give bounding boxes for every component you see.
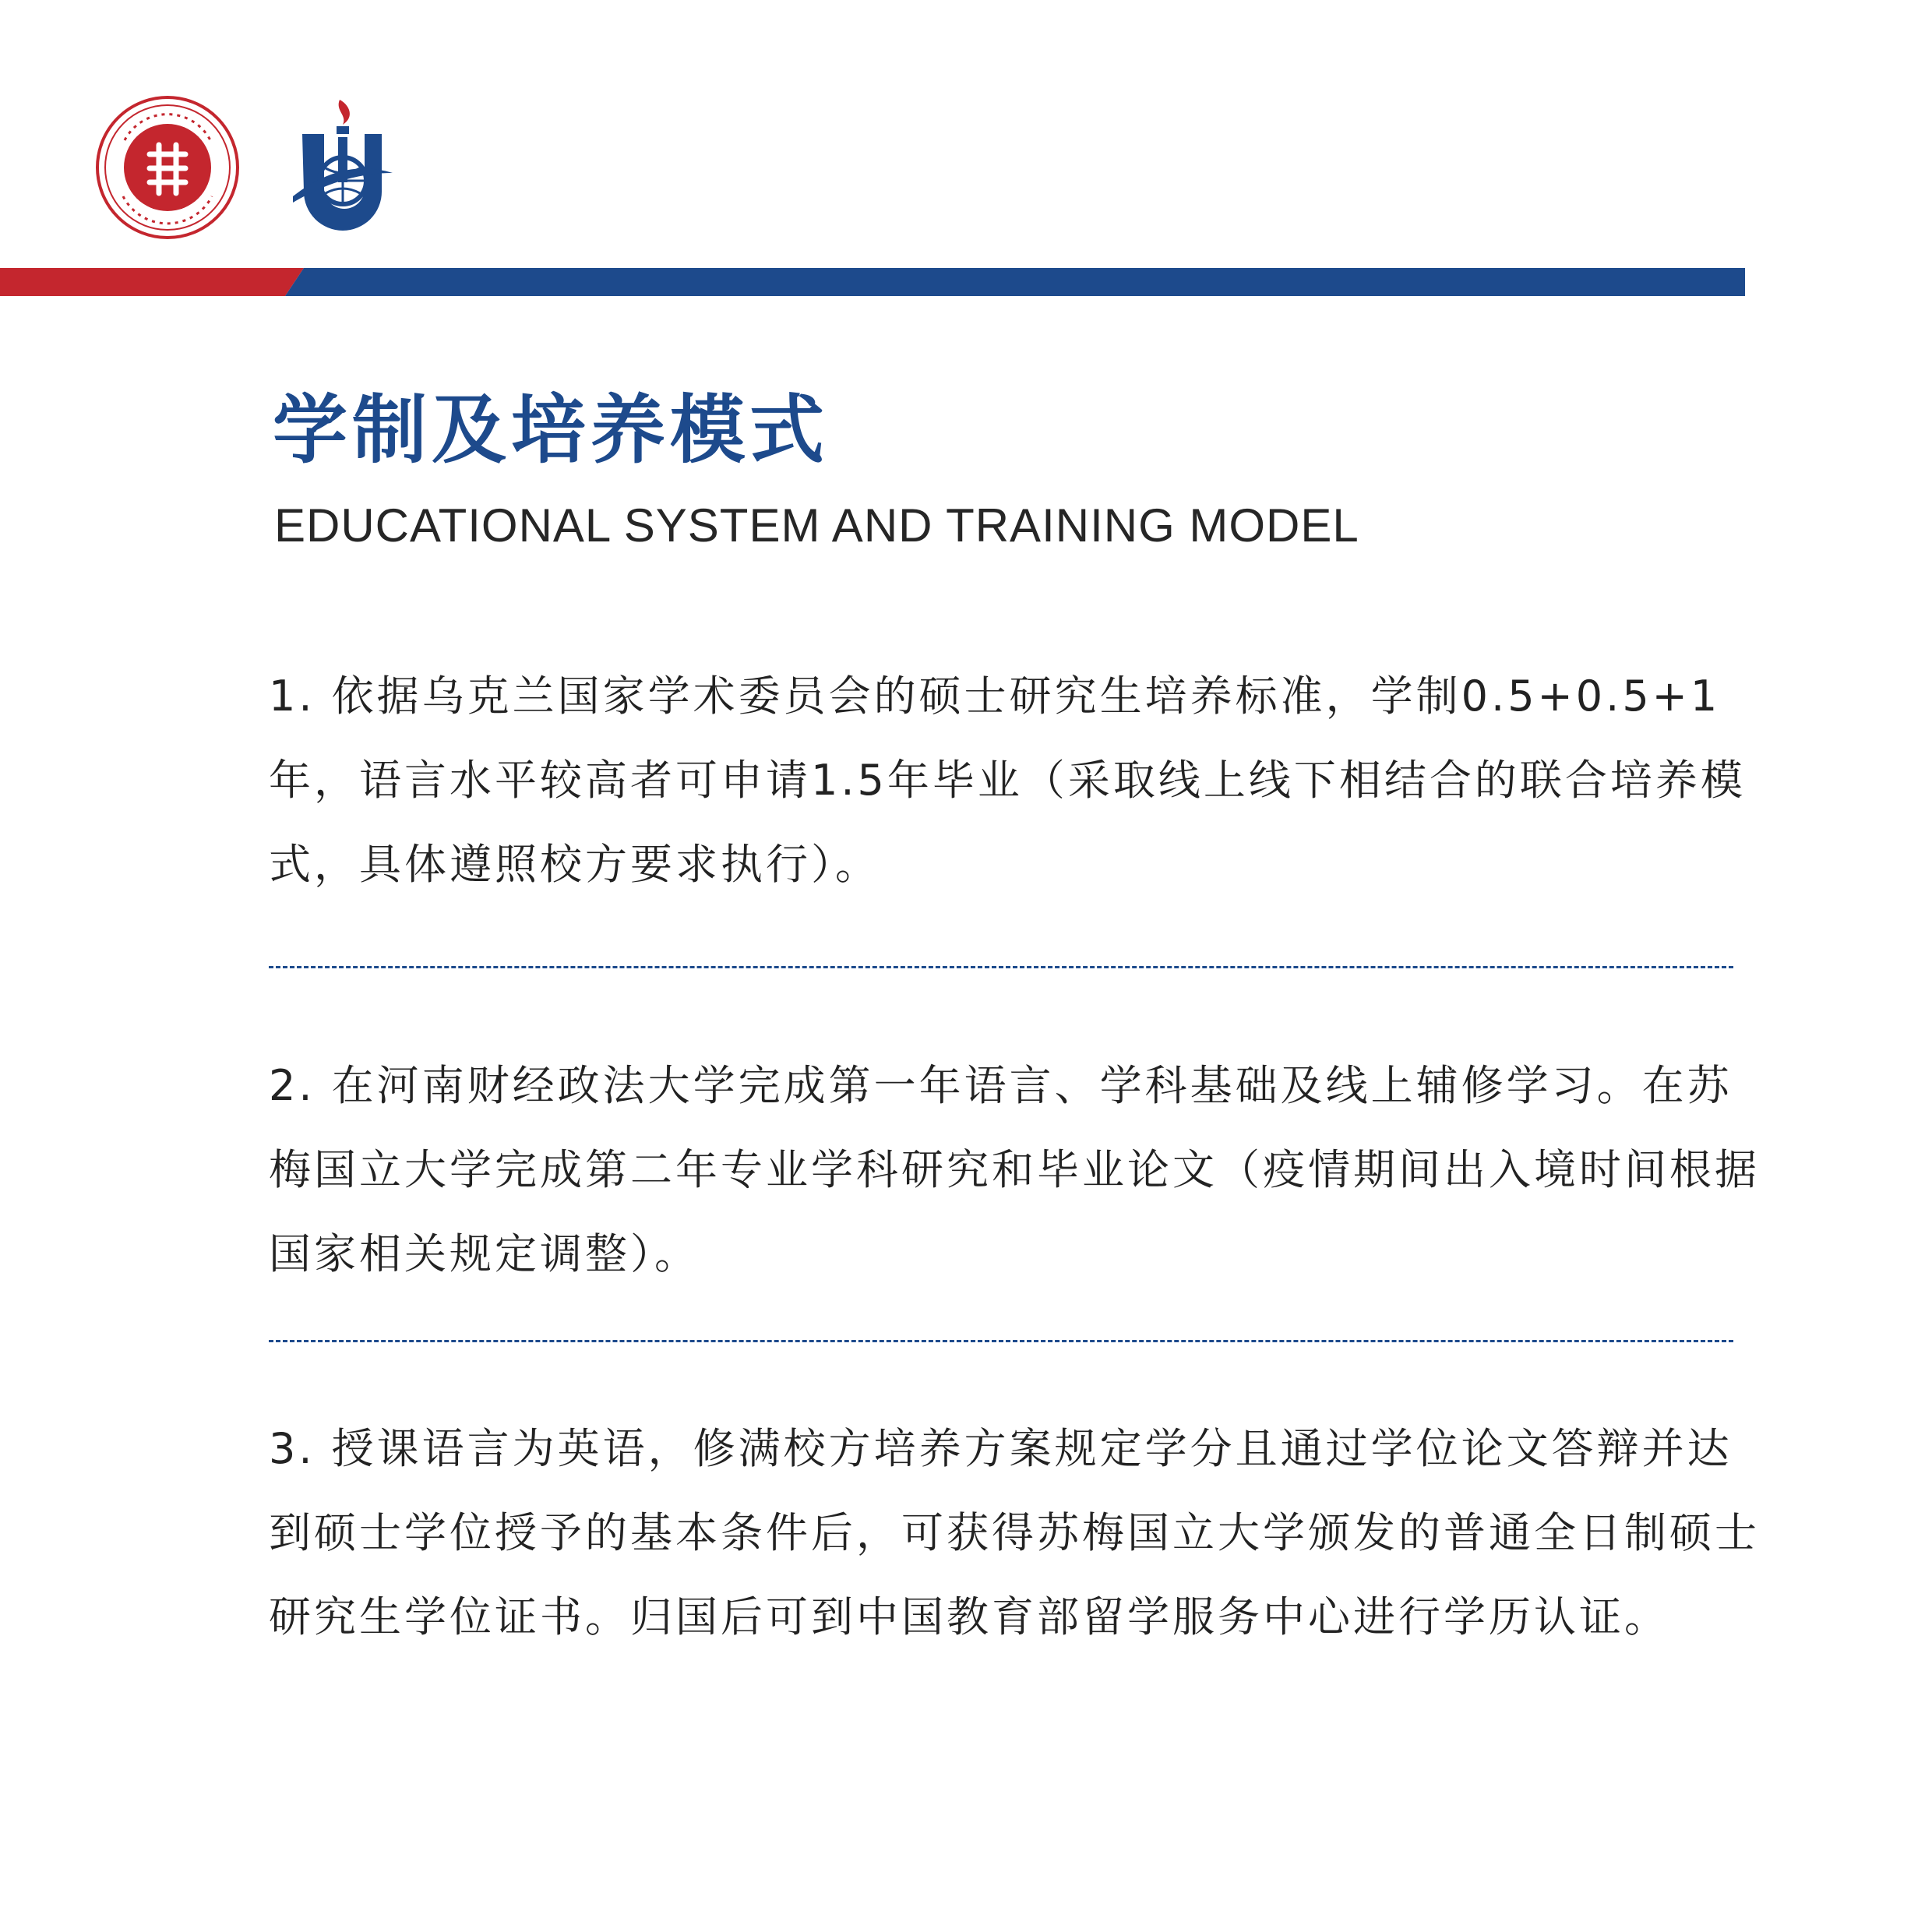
section-item-3: 3. 授课语言为英语，修满校方培养方案规定学分且通过学位论文答辩并达到硕士学位授予的基本条件后，可获得苏梅国立大学颁发的普通全日制硕士研究生学位证书。归国后可到中国教育部留学服务中心进行学历认证。	[269, 1424, 1760, 1641]
section-item-2: 2. 在河南财经政法大学完成第一年语言、学科基础及线上辅修学习。在苏梅国立大学完成第二年专业学科研究和毕业论文（疫情期间出入境时间根据国家相关规定调整）。	[269, 1061, 1760, 1278]
page-title: 学制及培养模式	[273, 386, 829, 474]
section-divider	[269, 966, 1733, 968]
logo-group	[93, 93, 397, 242]
page-subtitle: EDUCATIONAL SYSTEM AND TRAINING MODEL	[274, 499, 1359, 552]
section-divider	[269, 1340, 1733, 1342]
section-item-1: 1. 依据乌克兰国家学术委员会的硕士研究生培养标准，学制0.5+0.5+1年，语言水平较高者可申请1.5年毕业（采取线上线下相结合的联合培养模式，具体遵照校方要求执行）。	[269, 672, 1746, 889]
header-color-band	[0, 268, 1745, 296]
sumy-university-logo-icon	[288, 93, 397, 242]
university-seal-icon	[93, 93, 242, 242]
